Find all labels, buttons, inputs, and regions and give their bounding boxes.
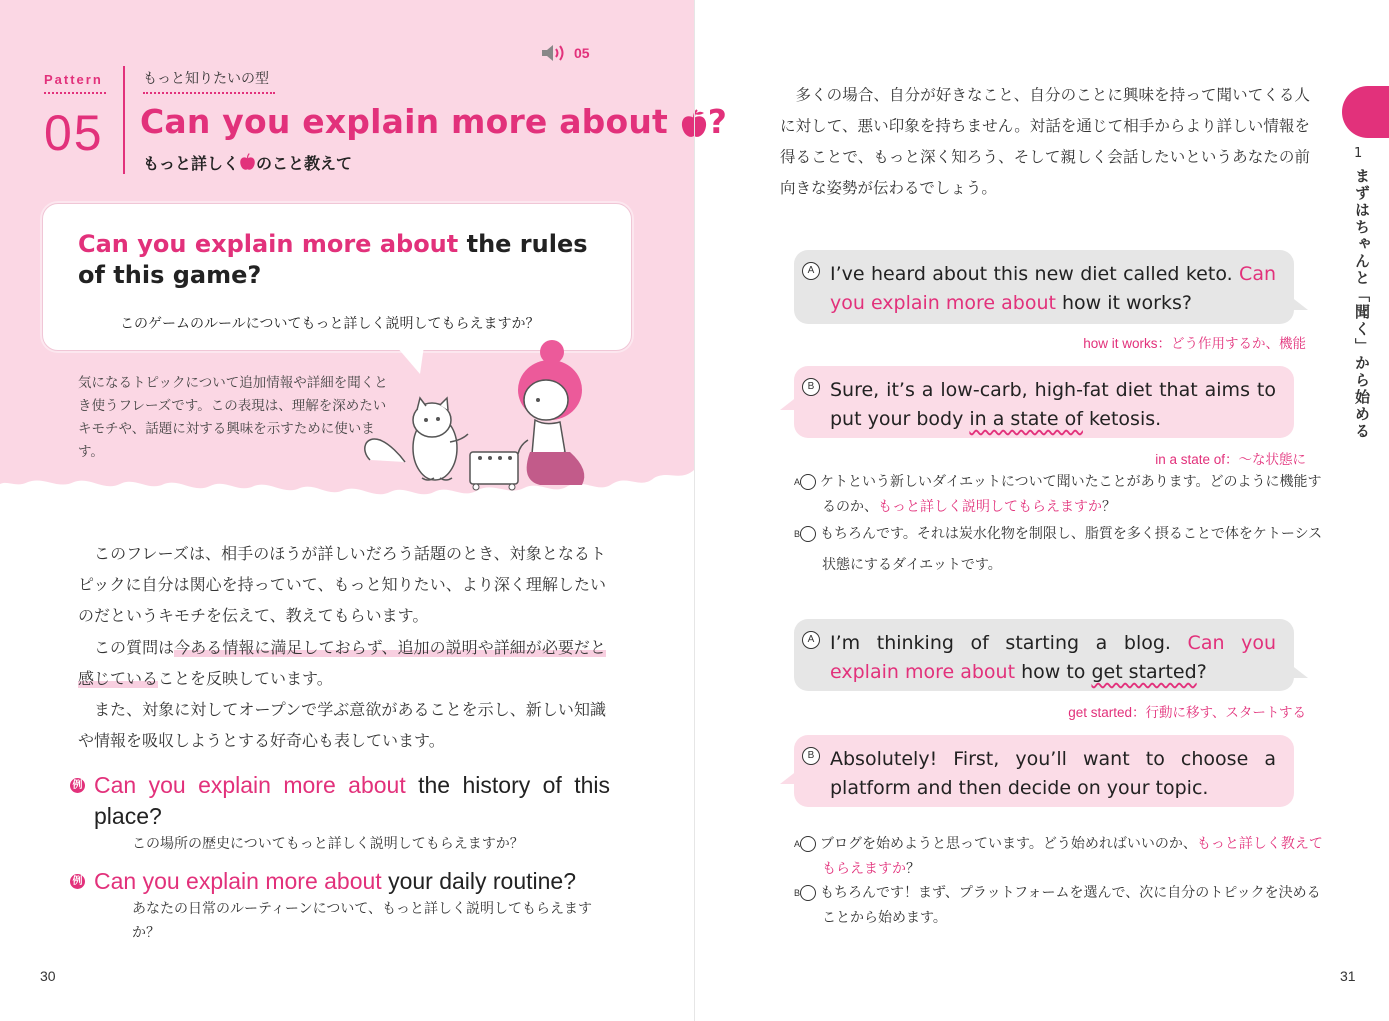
body-paragraph-3: また、対象に対してオープンで学ぶ意欲があることを示し、新しい知識や情報を吸収しようとする好奇心も表しています。: [78, 700, 606, 750]
example-1: [70, 770, 610, 856]
dialog2-tr-a-before: ブログを始めようと思っています。どう始めればいいのか、: [820, 836, 1197, 852]
dialog2-speaker-b-bubble: [794, 735, 1294, 807]
pattern-divider: [44, 92, 106, 94]
girl-illustration: [518, 340, 584, 485]
dialog1-speaker-b-bubble: [794, 366, 1294, 438]
speaker-icon: [540, 44, 568, 62]
example-1-english: [94, 770, 610, 832]
example-1-japanese: この場所の歴史についてもっと詳しく説明してもらえますか？: [132, 836, 524, 852]
example-2-phrase: Can you explain more about: [94, 868, 382, 894]
apple-icon: [239, 153, 256, 171]
page-subtitle: [143, 151, 352, 174]
audio-track-number: 05: [574, 45, 590, 61]
dialog1-b-before: Sure, it’s a low-carb, high-fat diet that aims to put your body: [830, 379, 1276, 430]
speaker-b-mark: B: [802, 747, 820, 765]
dialog1-translation-a: [793, 470, 1328, 520]
dialog1-tr-a-after: ？: [1102, 499, 1116, 515]
dialog2-a-before: I’m thinking of starting a blog.: [830, 632, 1188, 654]
body-paragraph-2: [78, 632, 606, 694]
dialog1-a-phrase: Can you explain more about: [830, 263, 1276, 314]
paragraph2-highlight: 今ある情報に満足しておらず、追加の説明や詳細が必要だと感じている: [78, 638, 606, 688]
chapter-title: まずはちゃんと「聞く」から始める: [1353, 168, 1371, 440]
dialog2-tr-b: もちろんです！まず、プラットフォームを選んで、次に自分のトピックを決めることから始めます。: [820, 885, 1321, 926]
page-number-right: 31: [1340, 968, 1356, 984]
title-text: Can you explain more about: [140, 102, 680, 141]
dialog2-note-en: get started: [1068, 705, 1132, 720]
page-number-left: 30: [40, 968, 56, 984]
dialog2-b-text: Absolutely! First, you’ll want to choose a platform and then decide on your topic.: [830, 748, 1276, 799]
dialog2-a-mid: how to: [1015, 661, 1092, 683]
dialog2-translation-b: [793, 881, 1328, 931]
girl-cat-illustration: [360, 330, 590, 495]
dialog1-b-wavy: in a state of: [969, 408, 1083, 430]
speaker-a-mark: A: [802, 262, 820, 280]
dialog2-a-after: ?: [1196, 661, 1207, 683]
dialog1-tr-b: もちろんです。それは炭水化物を制限し、脂質を多く摂ることで体をケトーシス状態にするダイエットです。: [820, 526, 1323, 573]
chapter-number: 1: [1354, 146, 1363, 161]
dialog2-note-jp: ：行動に移す、スタートする: [1131, 705, 1306, 720]
bubble-japanese: このゲームのルールについてもっと詳しく説明してもらえますか？: [120, 316, 540, 332]
bubble-tail: [778, 396, 798, 414]
cat-illustration: [365, 398, 468, 480]
bubble-tail: [778, 770, 798, 788]
dialog1-a-after: how it works?: [1055, 292, 1192, 314]
dialog1-a-text: [830, 260, 1276, 318]
body-paragraph-1: このフレーズは、相手のほうが詳しいだろう話題のとき、対象となるトピックに自分は関心を持っていて、もっと知りたい、より深く理解したいのだというキモチを伝えて、教えてもらいます。: [78, 544, 606, 625]
bubble-rest: the rules of this game?: [78, 230, 588, 289]
dialog2-a-text: [830, 629, 1276, 687]
note1-jp: ：どう作用するか、機能: [1157, 336, 1306, 351]
dialog2-translation-a: [793, 832, 1328, 882]
dialog1-note-2: [1155, 448, 1306, 468]
subtitle-text-after: のこと教えて: [256, 154, 353, 173]
dialog1-b-text: [830, 376, 1276, 434]
game-box-illustration: [470, 452, 518, 490]
paragraph2-end: ことを反映しています。: [158, 669, 333, 688]
dialog1-tr-a-before: ケトという新しいダイエットについて聞いたことがあります。どのように機能するのか、: [820, 474, 1322, 515]
example-2: [70, 866, 610, 945]
pattern-label: Pattern: [44, 72, 103, 87]
note2-jp: ：～な状態に: [1225, 452, 1306, 467]
header-vertical-bar: [123, 66, 125, 174]
dialog1-speaker-a-bubble: [794, 250, 1294, 324]
speaker-a-mark: A: [802, 631, 820, 649]
dialog1-a-before: I’ve heard about this new diet called keto.: [830, 263, 1240, 285]
bubble-english: [78, 229, 598, 291]
dialog2-tr-a-after: ？: [906, 861, 920, 877]
speaker-a-mark: A: [800, 836, 816, 852]
example-mark: 例: [70, 778, 85, 793]
type-label: もっと知りたいの型: [143, 71, 269, 87]
pattern-number: 05: [44, 105, 104, 161]
dialog2-tr-a-phrase: もっと詳しく教えてもらえますか: [822, 836, 1323, 877]
dialog1-note-1: [1083, 332, 1306, 352]
subtitle-text-before: もっと詳しく: [143, 154, 240, 173]
example-mark: 例: [70, 874, 85, 889]
paragraph2-start: この質問は: [94, 638, 175, 657]
note1-en: how it works: [1083, 336, 1158, 351]
chapter-tab: [1342, 86, 1389, 138]
bubble-phrase: Can you explain more about: [78, 230, 459, 258]
dialog1-translation-b: [793, 519, 1328, 581]
speaker-b-mark: B: [800, 526, 816, 542]
note2-en: in a state of: [1155, 452, 1225, 467]
bubble-tail: [1290, 664, 1310, 682]
example-2-japanese: あなたの日常のルーティーンについて、もっと詳しく説明してもらえますか？: [132, 901, 593, 941]
example-1-phrase: Can you explain more about: [94, 772, 406, 798]
audio-track[interactable]: [540, 44, 590, 62]
type-divider: [143, 92, 275, 94]
speaker-b-mark: B: [800, 885, 816, 901]
dialog2-note: [1068, 701, 1306, 721]
title-question-mark: ?: [707, 102, 728, 141]
dialog1-tr-a-phrase: もっと詳しく説明してもらえますか: [878, 499, 1102, 515]
example-2-english: [94, 866, 610, 897]
dialog2-speaker-a-bubble: [794, 619, 1294, 691]
page-title: [140, 102, 727, 141]
speaker-a-mark: A: [800, 474, 816, 490]
phrase-description: 気になるトピックについて追加情報や詳細を聞くとき使うフレーズです。この表現は、理解を深めたいキモチや、話題に対する興味を示すために使います。: [78, 375, 388, 460]
example-1-rest: the history of this place?: [94, 772, 610, 829]
bubble-tail: [1290, 296, 1310, 314]
dialog1-b-after: ketosis.: [1082, 408, 1162, 430]
book-spine: [694, 0, 695, 1021]
intro-paragraph: 多くの場合、自分が好きなこと、自分のことに興味を持って聞いてくる人に対して、悪い印象を持ちません。対話を通じて相手からより詳しい情報を得ることで、もっと深く知ろう、そして親しく会話したいというあなたの前向きな姿勢が伝わるでしょう。: [780, 86, 1310, 197]
dialog2-a-wavy: get started: [1091, 661, 1197, 683]
dialog2-a-phrase: Can you explain more about: [830, 632, 1276, 683]
example-2-rest: your daily routine?: [381, 868, 577, 894]
speaker-b-mark: B: [802, 378, 820, 396]
